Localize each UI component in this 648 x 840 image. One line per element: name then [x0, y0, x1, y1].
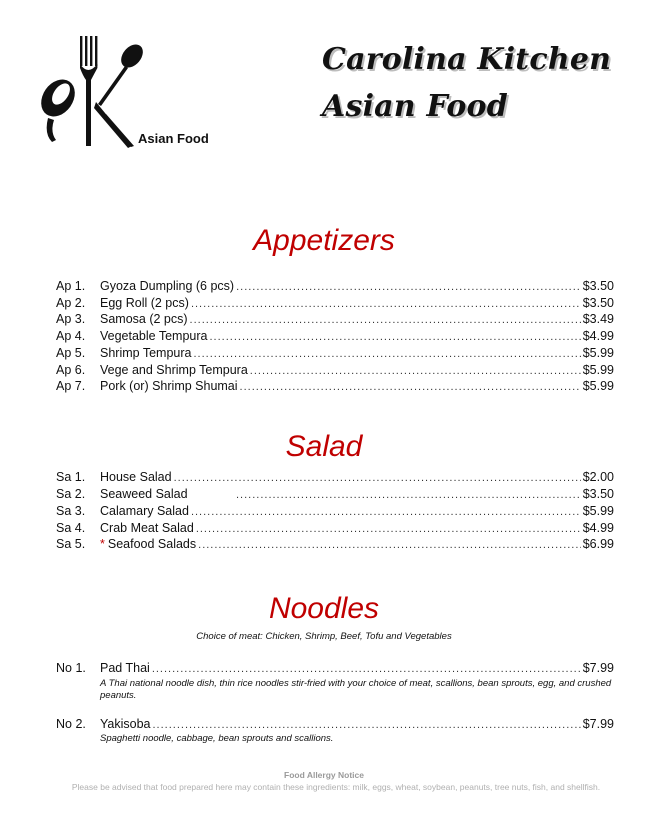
item-price: $7.99 — [582, 717, 614, 731]
menu-item-row — [56, 328, 614, 344]
item-code: Sa 4. — [56, 521, 86, 535]
meat-choice-note: Choice of meat: Chicken, Shrimp, Beef, Tofu and Vegetables — [196, 631, 452, 642]
noodles-heading: Noodles — [268, 592, 380, 625]
menu-item-row — [56, 378, 614, 394]
allergy-notice-title: Food Allergy Notice — [284, 770, 364, 780]
item-name: Crab Meat Salad — [100, 521, 194, 535]
item-price: $7.99 — [582, 661, 614, 675]
item-price: $3.49 — [582, 312, 614, 326]
fork-spoon-wok-logo-icon — [34, 34, 154, 152]
item-code: Ap 5. — [56, 346, 86, 360]
menu-item-row — [56, 345, 614, 361]
item-code: Sa 2. — [56, 487, 86, 501]
logo-caption: Asian Food — [138, 131, 209, 146]
item-price: $3.50 — [582, 296, 614, 310]
dot-leader — [152, 661, 581, 677]
item-code: Ap 2. — [56, 296, 86, 310]
dot-leader — [191, 504, 581, 520]
item-name: Gyoza Dumpling (6 pcs) — [100, 279, 235, 293]
item-price: $5.99 — [582, 363, 614, 377]
restaurant-title: Carolina Kitchen — [322, 42, 612, 77]
item-price: $2.00 — [582, 470, 614, 484]
item-name: Seaweed Salad — [100, 487, 188, 501]
item-code: Ap 7. — [56, 379, 86, 393]
dot-leader — [198, 537, 581, 553]
item-name: Shrimp Tempura — [100, 346, 192, 360]
menu-item-row — [56, 295, 614, 311]
dot-leader — [174, 470, 581, 486]
item-description: Spaghetti noodle, cabbage, bean sprouts and scallions. — [100, 733, 334, 744]
item-code: Sa 5. — [56, 537, 86, 551]
dot-leader — [196, 521, 581, 537]
menu-item-row — [56, 278, 614, 294]
dot-leader — [240, 379, 581, 395]
item-price: $5.99 — [582, 379, 614, 393]
item-code: Sa 3. — [56, 504, 86, 518]
item-code: Ap 1. — [56, 279, 86, 293]
menu-item-row — [56, 520, 614, 536]
item-code: Sa 1. — [56, 470, 86, 484]
menu-item-row — [56, 362, 614, 378]
dot-leader — [153, 717, 581, 733]
item-name: Pad Thai — [100, 661, 150, 675]
salad-heading: Salad — [285, 430, 363, 463]
item-price: $3.50 — [582, 279, 614, 293]
dot-leader — [210, 329, 581, 345]
dot-leader — [193, 346, 580, 362]
item-code: No 2. — [56, 717, 86, 731]
dot-leader — [250, 363, 581, 379]
item-name: Calamary Salad — [100, 504, 189, 518]
item-name: Vege and Shrimp Tempura — [100, 363, 248, 377]
item-name: Vegetable Tempura — [100, 329, 208, 343]
appetizers-heading: Appetizers — [253, 224, 395, 257]
item-price: $4.99 — [582, 521, 614, 535]
dot-leader — [191, 296, 581, 312]
item-code: No 1. — [56, 661, 86, 675]
item-name: Samosa (2 pcs) — [100, 312, 188, 326]
item-name: Yakisoba — [100, 717, 151, 731]
item-name: Pork (or) Shrimp Shumai — [100, 379, 238, 393]
menu-item-row — [56, 311, 614, 327]
menu-item-row — [56, 536, 614, 552]
item-price: $6.99 — [582, 537, 614, 551]
menu-item-row — [56, 660, 614, 676]
item-name: Egg Roll (2 pcs) — [100, 296, 189, 310]
item-code: Ap 3. — [56, 312, 86, 326]
menu-item-row — [56, 716, 614, 732]
dot-leader — [236, 487, 581, 503]
dot-leader — [190, 312, 581, 328]
item-code: Ap 6. — [56, 363, 86, 377]
restaurant-subtitle: Asian Food — [322, 89, 508, 124]
item-price: $4.99 — [582, 329, 614, 343]
item-name: House Salad — [100, 470, 172, 484]
menu-item-row — [56, 469, 614, 485]
item-description: A Thai national noodle dish, thin rice noodles stir-fried with your choice of meat, scallions, bean sprouts, egg, and crushed peanuts. — [100, 678, 612, 701]
dot-leader — [236, 279, 581, 295]
menu-item-row — [56, 486, 614, 502]
special-marker: * — [100, 537, 105, 551]
allergy-notice-text: Please be advised that food prepared here may contain these ingredients: milk, eggs, wheat, soybean, peanuts, tree nuts, fish, and shellfish. — [71, 782, 601, 792]
item-price: $5.99 — [582, 504, 614, 518]
item-name: Seafood Salads — [107, 537, 197, 551]
item-price: $5.99 — [582, 346, 614, 360]
menu-item-row — [56, 503, 614, 519]
item-code: Ap 4. — [56, 329, 86, 343]
item-price: $3.50 — [582, 487, 614, 501]
